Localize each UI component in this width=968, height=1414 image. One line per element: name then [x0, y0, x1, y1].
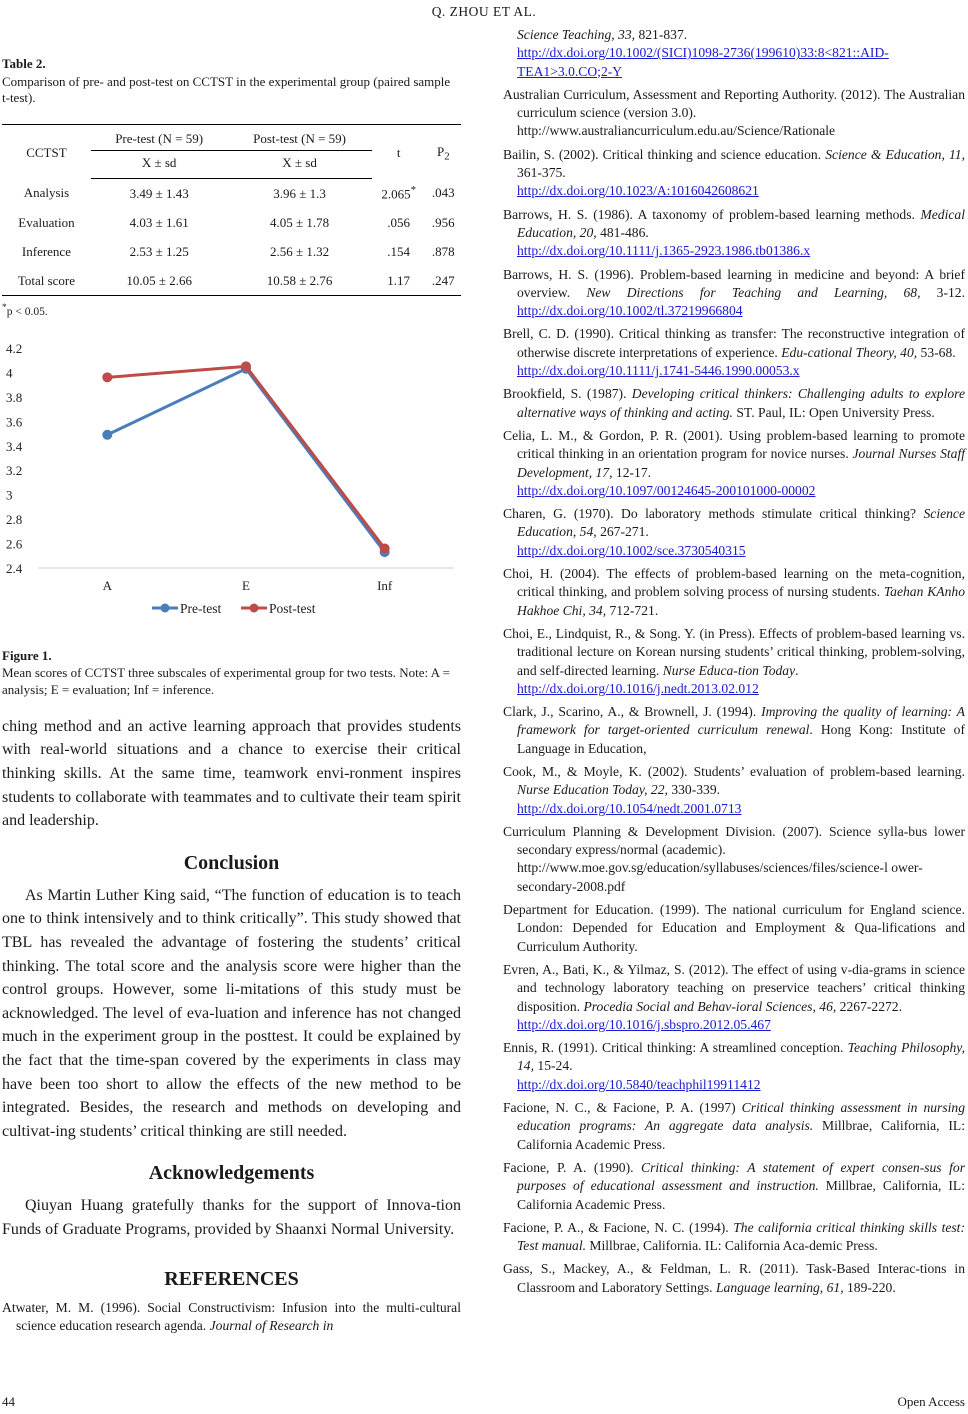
right-references — [503, 26, 965, 1302]
reference-link[interactable]: http://dx.doi.org/10.1023/A:1016042608621 — [517, 183, 759, 199]
cell-pre: 4.03 ± 1.61 — [129, 214, 189, 230]
reference-item: Bailin, S. (2002). Critical thinking and science education. Science & Education, 11, 361-375. http://dx.doi.org/10.1023/A:1016042608621 — [503, 146, 965, 201]
page-number: 44 — [2, 1394, 15, 1409]
reference-item: Charen, G. (1970). Do laboratory methods stimulate critical thinking? Science Education, 54, 267-271. http://dx.doi.org/10.1002/sce.3730540315 — [503, 505, 965, 560]
reference-item: Barrows, H. S. (1996). Problem-based learning in medicine and beyond: A brief overview. New Directions for Teaching and Learning, 68, 3-12. http://dx.doi.org/10.1002/tl.37219966804 — [503, 266, 965, 319]
table-row — [2, 237, 461, 266]
reference-item: Evren, A., Bati, K., & Yilmaz, S. (2012). The effect of using v-dia-grams in science and technology laboratory teaching on preservice teachers’ critical thinking disposition. Procedia Social and Behav-ioral Sciences, 46, 2267-2272. http://dx.doi.org/10.1016/j.sbspro.2012.05.467 — [503, 961, 965, 1034]
body-paragraph: ching method and an active learning approach that provides students with real-world situations and a chance to exercise their critical thinking skills. At the same time, teamwork envi-ronment inspires students to collaborate with teammates and to cultivate their team spirit and leadership. — [2, 717, 461, 830]
cell-p: .043 — [431, 185, 455, 201]
x-tick-label: E — [242, 577, 250, 593]
data-point — [380, 543, 390, 553]
acknowledgements-heading: Acknowledgements — [148, 1162, 315, 1185]
figure-label: Figure 1. — [2, 647, 52, 663]
cell-post: 10.58 ± 2.76 — [227, 266, 371, 296]
cell-pre: 2.53 ± 1.25 — [129, 243, 189, 259]
reference-item: Clark, J., Scarino, A., & Brownell, J. (1994). Improving the quality of learning: A framework for target-oriented curriculum renewal. Hong Kong: Institute of Language in Education, — [503, 704, 966, 756]
y-tick-label: 3.2 — [6, 463, 23, 479]
reference-item: Choi, E., Lindquist, R., & Song. Y. (in Press). Effects of problem-based learning vs. traditional lecture on Korean nursing students’ critical thinking, problem-solving, and self-directed learning. Nurse Educa-tion Today. http://dx.doi.org/10.1016/j.nedt.2013.02.012 — [503, 625, 965, 698]
sub-post: X ± sd — [227, 151, 371, 179]
cell-t: .056 — [387, 214, 411, 230]
table-row — [2, 208, 461, 237]
reference-item: Gass, S., Mackey, A., & Feldman, L. R. (2011). Task-Based Interac-tions in Classroom and Laboratory Settings. Language learning, 61, 189-220. — [503, 1261, 965, 1295]
data-point — [102, 430, 112, 440]
y-tick-label: 2.6 — [6, 536, 23, 552]
cell-p: .878 — [431, 243, 455, 259]
reference-link[interactable]: http://dx.doi.org/10.1111/j.1365-2923.1986.tb01386.x — [517, 243, 811, 259]
legend-label: Pre-test — [180, 600, 222, 616]
table-row — [2, 179, 461, 209]
x-tick-label: Inf — [377, 577, 393, 593]
col-p: $P_2$ — [426, 125, 461, 179]
cell-p: .247 — [426, 266, 461, 296]
cell-post: 2.56 ± 1.32 — [269, 243, 330, 259]
reference-item: Cook, M., & Moyle, K. (2002). Students’ evaluation of problem-based learning. Nurse Education Today, 22, 330-339. http://dx.doi.org/10.1054/nedt.2001.0713 — [503, 763, 965, 818]
col-posttest: Post-test (N = 59) — [227, 125, 371, 151]
reference-link[interactable]: http://dx.doi.org/10.1002/(SICI)1098-2736(199610)33:8<821::AID-TEA1>3.0.CO;2-Y — [517, 45, 889, 79]
cell-pre: 3.49 ± 1.43 — [129, 185, 189, 201]
y-tick-label: 3.6 — [6, 414, 23, 430]
col-cctst: CCTST — [2, 125, 91, 179]
cell-t: 1.17 — [372, 266, 426, 296]
sub-pre: X ± sd — [91, 151, 227, 179]
figure-caption: Mean scores of CCTST three subscales of experimental group for two tests. Note: A = analysis; E = evaluation; Inf = inference. — [2, 664, 450, 697]
reference-item: Celia, L. M., & Gordon, P. R. (2001). Using problem-based learning to promote critical thinking in an orientation program for novice nurses. Journal Nurses Staff Development, 17, 12-17. http://dx.doi.org/10.1097/00124645-200101000-00002 — [503, 427, 965, 500]
cell-pre: 10.05 ± 2.66 — [91, 266, 227, 296]
reference-item: Department for Education. (1999). The national curriculum for England science. London: Depended for Education and Employment & Qua-lifications and Curriculum Authority. — [503, 902, 965, 954]
reference-link[interactable]: http://dx.doi.org/10.1002/sce.3730540315 — [517, 542, 746, 558]
conclusion-text: As Martin Luther King said, “The function of education is to teach one to think intensively and to think critically”. This study showed that TBL has revealed the advantage of fostering the students’ critical thinking. The total score and the analysis score were higher than the control groups. However, some li-mitations of this study must be acknowledged. The level of eva-luation and inference has not changed much in the experiment group in the posttest. It could be explained by the fact that the time-span covered by the experiments in class may have been too short to allow the effects of the new method to be integrated. Besides, the research and methods on developing and cultivat-ing students’ critical thinking are still needed. — [2, 886, 461, 1140]
cell-name: Inference — [21, 243, 71, 259]
conclusion-heading: Conclusion — [183, 851, 280, 874]
reference-link[interactable]: http://dx.doi.org/10.1016/j.sbspro.2012.05.467 — [517, 1016, 771, 1032]
cell-post: 4.05 ± 1.78 — [269, 214, 330, 230]
cell-name: Evaluation — [18, 214, 75, 230]
reference-link[interactable]: http://dx.doi.org/10.1111/j.1741-5446.1990.00053.x — [517, 363, 800, 379]
table-label: Table 2. — [2, 56, 46, 71]
data-point — [102, 372, 112, 382]
table-footnote: *p < 0.05. — [2, 302, 48, 318]
y-tick-label: 3 — [6, 487, 13, 503]
chart-svg — [2, 340, 461, 640]
data-point — [241, 361, 251, 371]
reference-item: Science Teaching, 33, 821-837. http://dx.doi.org/10.1002/(SICI)1098-2736(199610)33:8<821::AID-TEA1>3.0.CO;2-Y — [503, 26, 965, 81]
legend-label: Post-test — [269, 600, 316, 616]
reference-item: Brookfield, S. (1987). Developing critical thinkers: Challenging adults to explore alternative ways of thinking and acting. ST. Paul, IL: Open University Press. — [503, 386, 965, 420]
y-tick-label: 3.8 — [6, 389, 23, 405]
cell-name: Analysis — [23, 185, 70, 201]
reference-item: Curriculum Planning & Development Division. (2007). Science sylla-bus lower secondary express/normal (academic). http://www.moe.gov.sg/education/syllabuses/sciences/files/science-l ower-secondary-2008.pdf — [503, 823, 965, 894]
cell-t: .154 — [387, 243, 411, 259]
reference-item: Atwater, M. M. (1996). Social Constructivism: Infusion into the multi-cultural science education research agenda. Journal of Research in — [2, 1299, 461, 1333]
series-line-post-test — [107, 366, 384, 548]
reference-item: Barrows, H. S. (1986). A taxonomy of problem-based learning methods. Medical Education, 20, 481-486. http://dx.doi.org/10.1111/j.1365-2923.1986.tb01386.x — [503, 206, 965, 261]
cell-t: 2.065* — [381, 184, 417, 202]
cell-name: Total score — [2, 266, 91, 296]
running-head: Q. ZHOU ET AL. — [431, 4, 537, 19]
series-line-pre-test — [107, 369, 384, 552]
reference-item: Brell, C. D. (1990). Critical thinking as transfer: The reconstructive integration of otherwise discrete interpretations of experience. Edu-cational Theory, 40, 53-68. http://dx.doi.org/10.1111/j.1741-5446.1990.00053.x — [503, 325, 965, 380]
references-heading: REFERENCES — [164, 1267, 299, 1290]
reference-item: Choi, H. (2004). The effects of problem-based learning on the meta-cognition, critical thinking, and problem solving process of nursing students. Taehan KAnho Hakhoe Chi, 34, 712-721. — [503, 566, 965, 618]
line-chart — [2, 340, 461, 640]
reference-link[interactable]: http://dx.doi.org/10.1016/j.nedt.2013.02.012 — [517, 680, 759, 696]
reference-link[interactable]: http://dx.doi.org/10.1054/nedt.2001.0713 — [517, 800, 742, 816]
legend-marker — [250, 603, 259, 612]
reference-item: Facione, P. A., & Facione, N. C. (1994). The california critical thinking skills test: Test manual. Millbrae, California. IL: California Aca-demic Press. — [503, 1219, 965, 1254]
col-t: t — [372, 125, 426, 179]
col-pretest: Pre-test (N = 59) — [91, 125, 227, 151]
y-tick-label: 2.8 — [6, 511, 23, 527]
results-table — [2, 124, 461, 296]
reference-link[interactable]: http://dx.doi.org/10.5840/teachphil19911412 — [517, 1076, 761, 1092]
table-caption: Comparison of pre- and post-test on CCTST in the experimental group (paired sample t-test). — [2, 74, 451, 105]
reference-item: Facione, N. C., & Facione, P. A. (1997) Critical thinking assessment in nursing education programs: An aggregate data analysis. Millbrae, California, IL: California Academic Press. — [503, 1100, 965, 1152]
cell-p: .956 — [431, 214, 455, 230]
footer-brand: Open Access — [897, 1394, 965, 1409]
y-tick-label: 4.2 — [6, 340, 23, 356]
x-tick-label: A — [102, 577, 113, 593]
reference-item: Facione, P. A. (1990). Critical thinking: A statement of expert consen-sus for purposes of educational assessment and instruction. Millbrae, California, IL: California Academic Press. — [503, 1159, 965, 1212]
acknowledgements-text: Qiuyan Huang gratefully thanks for the support of Innova-tion Funds of Graduate Programs, provided by Shaanxi Normal University. — [2, 1197, 461, 1238]
left-references — [2, 1299, 461, 1336]
y-tick-label: 3.4 — [6, 438, 23, 454]
reference-link[interactable]: http://dx.doi.org/10.1097/00124645-200101000-00002 — [517, 482, 816, 498]
left-column — [2, 56, 461, 1340]
y-tick-label: 4 — [6, 365, 13, 381]
legend-marker — [161, 603, 170, 612]
reference-item: Australian Curriculum, Assessment and Reporting Authority. (2012). The Australian curriculum science (version 3.0). http://www.australiancurriculum.edu.au/Science/Rationale — [503, 86, 965, 139]
reference-item: Ennis, R. (1991). Critical thinking: A streamlined conception. Teaching Philosophy, 14, 15-24. http://dx.doi.org/10.5840/teachphil19911412 — [503, 1039, 965, 1094]
table-row — [2, 266, 461, 296]
cell-post: 3.96 ± 1.3 — [273, 185, 326, 201]
y-tick-label: 2.4 — [6, 560, 23, 576]
reference-link[interactable]: http://dx.doi.org/10.1002/tl.37219966804 — [517, 303, 743, 319]
